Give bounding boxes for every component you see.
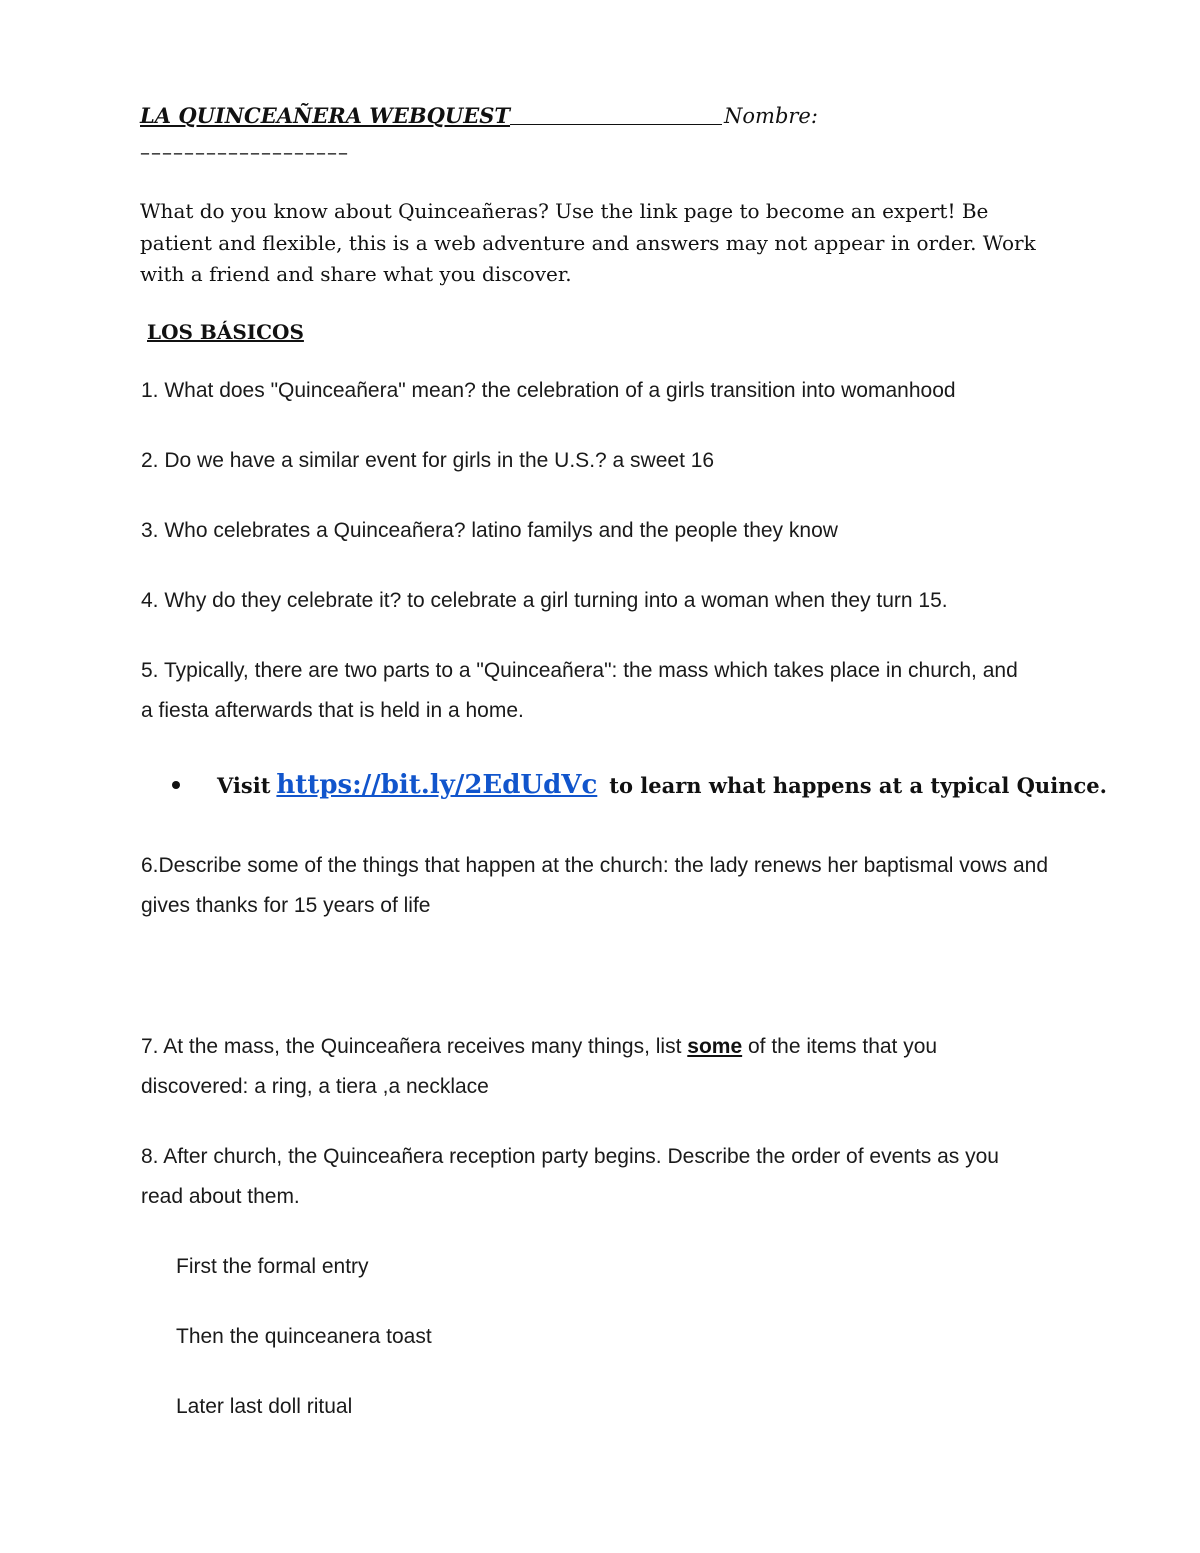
event-first: First the formal entry: [176, 1255, 369, 1278]
title-underline-blank: [510, 124, 722, 125]
header-line: [140, 103, 818, 128]
question-6: 6.Describe some of the things that happen at the church: the lady renews her baptismal vows and gives thanks for 15 years of life: [141, 854, 1049, 917]
question-5: 5. Typically, there are two parts to a "Quinceañera": the mass which takes place in church, and a fiesta afterwards that is held in a home.: [141, 659, 1018, 722]
quince-link[interactable]: https://bit.ly/2EdUdVc: [276, 770, 598, 800]
visit-prefix: Visit: [217, 773, 271, 798]
worksheet-title: LA QUINCEAÑERA WEBQUEST: [140, 103, 511, 128]
name-blank-dashes: –––––––––––––––––––: [140, 140, 349, 164]
question-7-emphasis: some: [687, 1035, 743, 1058]
question-8: 8. After church, the Quinceañera reception party begins. Describe the order of events as you read about them.: [141, 1145, 999, 1208]
question-7: [141, 1027, 1041, 1107]
question-3: 3. Who celebrates a Quinceañera? latino familys and the people they know: [141, 519, 838, 542]
bullet-dot-icon: [172, 781, 180, 789]
section-heading: LOS BÁSICOS: [147, 320, 304, 344]
question-4: 4. Why do they celebrate it? to celebrate a girl turning into a woman when they turn 15.: [141, 589, 948, 612]
question-1: 1. What does "Quinceañera" mean? the celebration of a girls transition into womanhood: [141, 379, 956, 402]
visit-suffix: to learn what happens at a typical Quince.: [609, 773, 1107, 798]
event-then: Then the quinceanera toast: [176, 1325, 432, 1348]
event-later: Later last doll ritual: [176, 1395, 353, 1418]
question-7-before: 7. At the mass, the Quinceañera receives many things, list: [141, 1035, 688, 1058]
visit-bullet: [172, 770, 1107, 800]
intro-paragraph: What do you know about Quinceañeras? Use the link page to become an expert! Be patient and flexible, this is a web adventure and answers may not appear in order. Work with a friend and share what you discover.: [140, 199, 1036, 286]
name-label: Nombre:: [724, 104, 818, 128]
question-2: 2. Do we have a similar event for girls in the U.S.? a sweet 16: [141, 449, 715, 472]
question-7-after: of the items that you discovered: a ring, a tiera ,a necklace: [141, 1035, 938, 1098]
